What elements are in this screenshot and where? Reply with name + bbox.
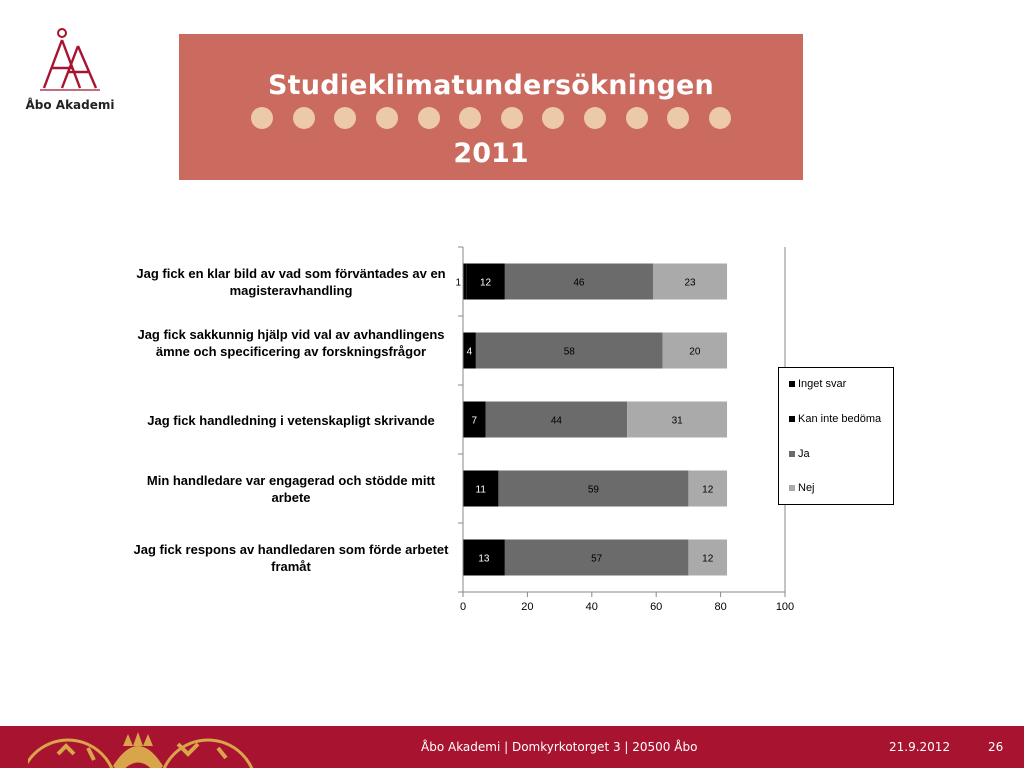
legend-label: Kan inte bedöma — [798, 413, 882, 425]
data-label: 20 — [689, 346, 701, 358]
legend-swatch-ja — [789, 451, 795, 457]
data-label: 44 — [550, 415, 562, 427]
banner-year: 2011 — [453, 138, 529, 169]
data-label: 7 — [471, 415, 478, 427]
data-label: 12 — [702, 484, 714, 496]
legend-label: Ja — [798, 448, 810, 460]
legend-swatch-inget-svar — [789, 381, 795, 387]
data-label: 12 — [479, 277, 492, 289]
data-label: 13 — [478, 553, 490, 565]
data-label: 4 — [466, 346, 473, 358]
x-tick-label: 20 — [521, 601, 534, 613]
x-tick-label: 80 — [714, 601, 727, 613]
chart-legend — [778, 367, 894, 505]
data-label: 59 — [587, 484, 599, 496]
x-tick-label: 40 — [585, 601, 598, 613]
data-label: 46 — [573, 277, 585, 289]
data-label: 23 — [684, 277, 696, 289]
legend-item — [789, 378, 846, 390]
legend-swatch-kan-inte-bedoma — [789, 416, 795, 422]
legend-item — [789, 448, 810, 460]
category-label: Jag fick en klar bild av vad som förväntades av en magisteravhandling — [136, 266, 446, 298]
data-label: 58 — [563, 346, 575, 358]
university-seal-icon — [28, 726, 258, 768]
data-label: 12 — [702, 553, 714, 565]
data-label: 11 — [475, 484, 486, 496]
x-tick-label: 60 — [650, 601, 663, 613]
x-tick-label: 100 — [775, 601, 795, 613]
footer-bar — [0, 726, 1024, 768]
legend-swatch-nej — [789, 485, 795, 491]
banner-title: Studieklimatundersökningen — [268, 70, 714, 101]
footer-date: 21.9.2012 — [889, 740, 951, 754]
page-number: 26 — [988, 740, 1004, 754]
category-label: Jag fick sakkunnig hjälp vid val av avhandlingens ämne och specificering av forskningsfrågor — [137, 327, 445, 359]
legend-label: Inget svar — [798, 378, 847, 390]
data-label: 1 — [455, 277, 461, 289]
legend-item — [789, 413, 881, 425]
category-label: Min handledare var engagerad och stödde mitt arbete — [146, 473, 436, 505]
category-label: Jag fick respons av handledaren som förde arbetet framåt — [133, 542, 449, 574]
data-label: 31 — [671, 415, 683, 427]
x-tick-label: 0 — [459, 601, 467, 613]
legend-item — [789, 482, 815, 494]
legend-label: Nej — [798, 482, 815, 494]
category-label: Jag fick handledning i vetenskapligt skrivande — [147, 413, 435, 428]
footer-address: Åbo Akademi | Domkyrkotorget 3 | 20500 Åbo — [421, 740, 698, 754]
data-label: 57 — [591, 553, 603, 565]
logo-text: Åbo Akademi — [25, 98, 115, 112]
